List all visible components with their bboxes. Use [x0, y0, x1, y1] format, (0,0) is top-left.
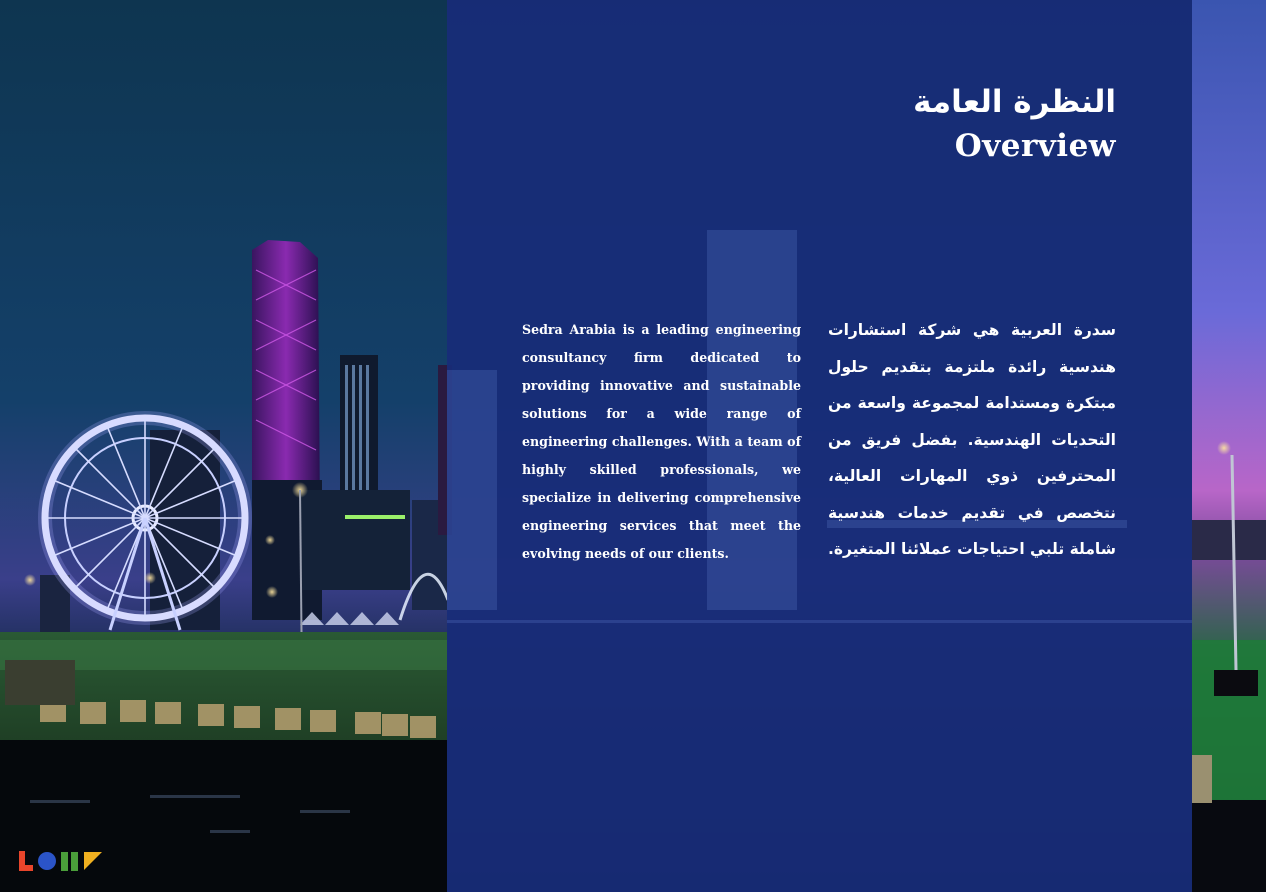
overview-paragraph-arabic: سدرة العربية هي شركة استشارات هندسية رائدة ملتزمة بتقديم حلول مبتكرة ومستدامة لمجموعة واسعة من التحديات الهندسية. بفضل فريق من المحترفين ذوي المهارات العالية، نتخصص في تقديم خدمات هندسية شاملة تلبي احتياجات عملائنا المتغيرة. [828, 321, 1116, 558]
brand-logo [19, 851, 103, 871]
overview-title-english: Overview [954, 128, 1116, 164]
overview-panel [447, 0, 1192, 892]
overview-paragraph-english: Sedra Arabia is a leading engineering consultancy firm dedicated to providing innovative and sustainable solutions for a wide range of engineering challenges. With a team of highly skilled professionals, we specialize in delivering comprehensive engineering services that meet the evolving needs of our clients. [522, 322, 801, 561]
logo-mark [19, 851, 102, 871]
overview-title-arabic: النظرة العامة [913, 84, 1116, 120]
